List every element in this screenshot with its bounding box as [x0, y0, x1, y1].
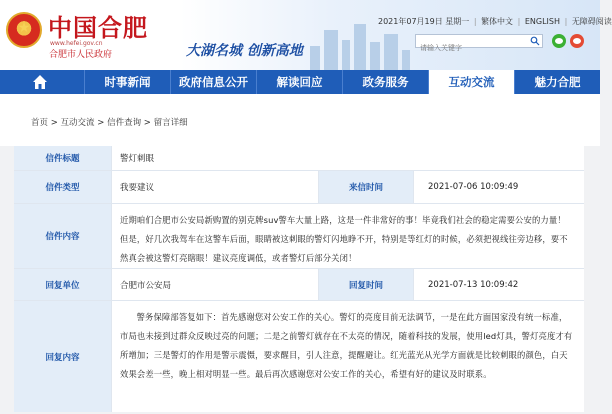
breadcrumb-bar: [0, 94, 600, 146]
letter-date: 2021-07-06 10:09:49: [428, 182, 519, 192]
slogan: 大湖名城 创新高地: [186, 43, 303, 59]
nav-item-interaction[interactable]: 互动交流: [428, 70, 514, 94]
reply-date: 2021-07-13 10:09:42: [428, 279, 519, 290]
label-reply-unit: 回复单位: [14, 269, 112, 300]
label-content: 信件内容: [14, 204, 112, 268]
breadcrumb-interaction[interactable]: 互动交流: [60, 118, 95, 128]
label-type: 信件类型: [14, 171, 112, 203]
search-input[interactable]: [416, 42, 528, 54]
letter-type: 我要建议: [120, 183, 155, 193]
link-accessibility[interactable]: 无障碍阅读: [571, 17, 612, 26]
site-domain: www.hefei.gov.cn: [50, 40, 103, 47]
breadcrumb: 首页 > 互动交流 > 信件查询 > 留言详细: [31, 118, 188, 128]
label-date: 来信时间: [318, 171, 414, 203]
nav-item-interpretation[interactable]: 解读回应: [256, 70, 342, 94]
breadcrumb-letter-query[interactable]: 信件查询: [107, 118, 142, 128]
label-reply-content: 回复内容: [14, 301, 112, 412]
breadcrumb-current: 留言详细: [153, 118, 188, 128]
row-content: [14, 204, 584, 269]
nav-item-gov-info[interactable]: 政府信息公开: [170, 70, 256, 94]
search-box: [415, 34, 543, 48]
home-icon: [31, 73, 49, 91]
nav-item-services[interactable]: 政务服务: [342, 70, 428, 94]
national-emblem-icon[interactable]: [6, 12, 42, 48]
label-title: 信件标题: [14, 146, 112, 170]
site-header: [0, 0, 612, 70]
nav-item-news[interactable]: 时事新闻: [84, 70, 170, 94]
breadcrumb-home[interactable]: 首页: [31, 118, 49, 128]
row-reply-unit: [14, 269, 584, 301]
label-reply-date: 回复时间: [318, 269, 414, 300]
nav-home[interactable]: [0, 70, 84, 94]
link-traditional-chinese[interactable]: 繁体中文: [481, 17, 514, 26]
letter-title: 警灯刺眼: [120, 154, 155, 164]
main-nav: [0, 70, 600, 94]
reply-unit: 合肥市公安局: [120, 280, 172, 291]
reply-content: 警务保障部答复如下：首先感谢您对公安工作的关心。警灯的亮度目前无法调节，一是在此方面国家没有统一标准，市局也未接到过群众反映过亮的问题；二是之前警灯就存在不太亮的情况，随着科技的发展，使用led灯具，警灯亮度才有所增加；三是警灯的作用是警示震慑，要求醒目，引人注意，提醒避让。红光蓝光从光学方面就是比较刺眼的颜色，白天效果会差一些，晚上相对明显一些。最后再次感谢您对公安工作的关心，希望有好的建议及时联系。: [120, 312, 573, 379]
current-date: 2021年07月19日 星期一: [378, 17, 470, 26]
top-links: 2021年07月19日 星期一 | 繁体中文 | ENGLISH | 无障碍阅读: [378, 17, 612, 26]
site-name[interactable]: 中国合肥: [48, 14, 148, 42]
row-reply-content: [14, 301, 584, 412]
letter-detail: [14, 146, 584, 412]
row-title: [14, 146, 584, 171]
nav-item-charm[interactable]: 魅力合肥: [514, 70, 600, 94]
search-icon[interactable]: [530, 36, 540, 46]
letter-content: 近期咱们合肥市公安局新购置的别克牌suv警车大量上路，这是一件非常好的事！毕竟我们社会的稳定需要公安的力量！但是，好几次我驾车在这警车后面，眼睛被这刺眼的警灯闪地睁不开，特别是等红灯的时候，必须把视线往旁边移，要不然真会被这警灯亮瞎眼！建议亮度调低，或者警灯后部分关闭！: [120, 215, 568, 263]
row-type: [14, 171, 584, 204]
weibo-icon[interactable]: [570, 34, 584, 48]
site-org: 合肥市人民政府: [49, 50, 113, 60]
link-english[interactable]: ENGLISH: [524, 17, 561, 26]
wechat-icon[interactable]: [552, 34, 566, 48]
